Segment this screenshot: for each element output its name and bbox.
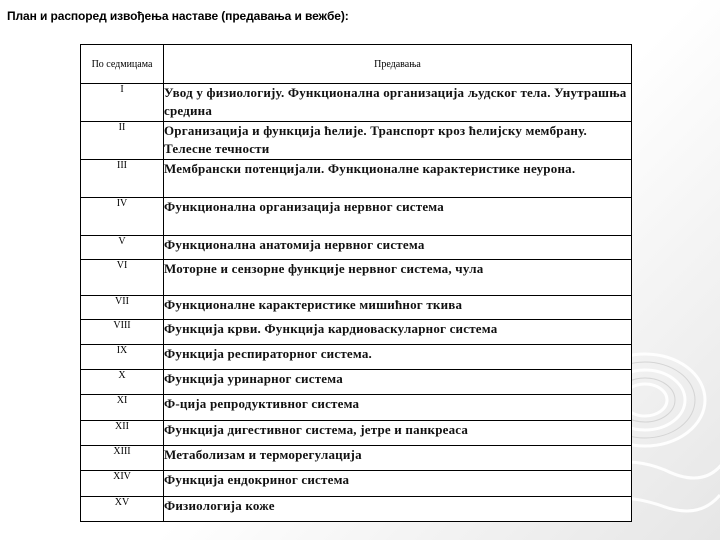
week-number: XI (81, 395, 164, 421)
week-number: VII (81, 296, 164, 320)
week-number: III (81, 160, 164, 198)
lecture-topic: Физиологија коже (164, 497, 632, 522)
table-row (81, 236, 632, 260)
week-number: X (81, 370, 164, 395)
column-header-weeks: По седмицама (81, 45, 164, 84)
lecture-topic: Организација и функција ћелије. Транспорт кроз ћелијску мембрану. Телесне течности (164, 122, 632, 160)
week-number: XII (81, 421, 164, 446)
lecture-topic: Функција уринарног система (164, 370, 632, 395)
lecture-topic: Функционална анатомија нервног система (164, 236, 632, 260)
lecture-topic: Функција дигестивног система, јетре и панкреаса (164, 421, 632, 446)
lecture-topic: Функција крви. Функција кардиоваскуларног система (164, 320, 632, 345)
table-row (81, 370, 632, 395)
table-row (81, 122, 632, 160)
lecture-topic: Мембрански потенцијали. Функционалне карактеристике неурона. (164, 160, 632, 198)
week-number: VIII (81, 320, 164, 345)
lecture-topic: Функција ендокриног система (164, 471, 632, 497)
column-header-lectures: Предавања (164, 45, 632, 84)
lecture-topic: Моторне и сензорне функције нервног система, чула (164, 260, 632, 296)
week-number: XIII (81, 446, 164, 471)
week-number: XIV (81, 471, 164, 497)
lecture-topic: Ф-ција репродуктивног система (164, 395, 632, 421)
page-heading: План и распоред извођења наставе (предавања и вежбе): (7, 9, 349, 23)
week-number: VI (81, 260, 164, 296)
table-row (81, 84, 632, 122)
lecture-topic: Функционална организација нервног система (164, 198, 632, 236)
table-row (81, 421, 632, 446)
week-number: I (81, 84, 164, 122)
week-number: IV (81, 198, 164, 236)
table-header-row (81, 45, 632, 84)
table-row (81, 471, 632, 497)
lecture-topic: Функција респираторног система. (164, 345, 632, 370)
week-number: IX (81, 345, 164, 370)
lecture-topic: Функционалне карактеристике мишићног ткива (164, 296, 632, 320)
week-number: XV (81, 497, 164, 522)
table-row (81, 260, 632, 296)
table-row (81, 497, 632, 522)
lecture-schedule-table (80, 44, 632, 522)
table-row (81, 160, 632, 198)
table-row (81, 345, 632, 370)
week-number: II (81, 122, 164, 160)
table-row (81, 198, 632, 236)
table-row (81, 320, 632, 345)
table-row (81, 296, 632, 320)
table-row (81, 395, 632, 421)
table-row (81, 446, 632, 471)
week-number: V (81, 236, 164, 260)
lecture-topic: Увод у физиологију. Функционална организација људског тела. Унутрашња средина (164, 84, 632, 122)
lecture-topic: Метаболизам и терморегулација (164, 446, 632, 471)
